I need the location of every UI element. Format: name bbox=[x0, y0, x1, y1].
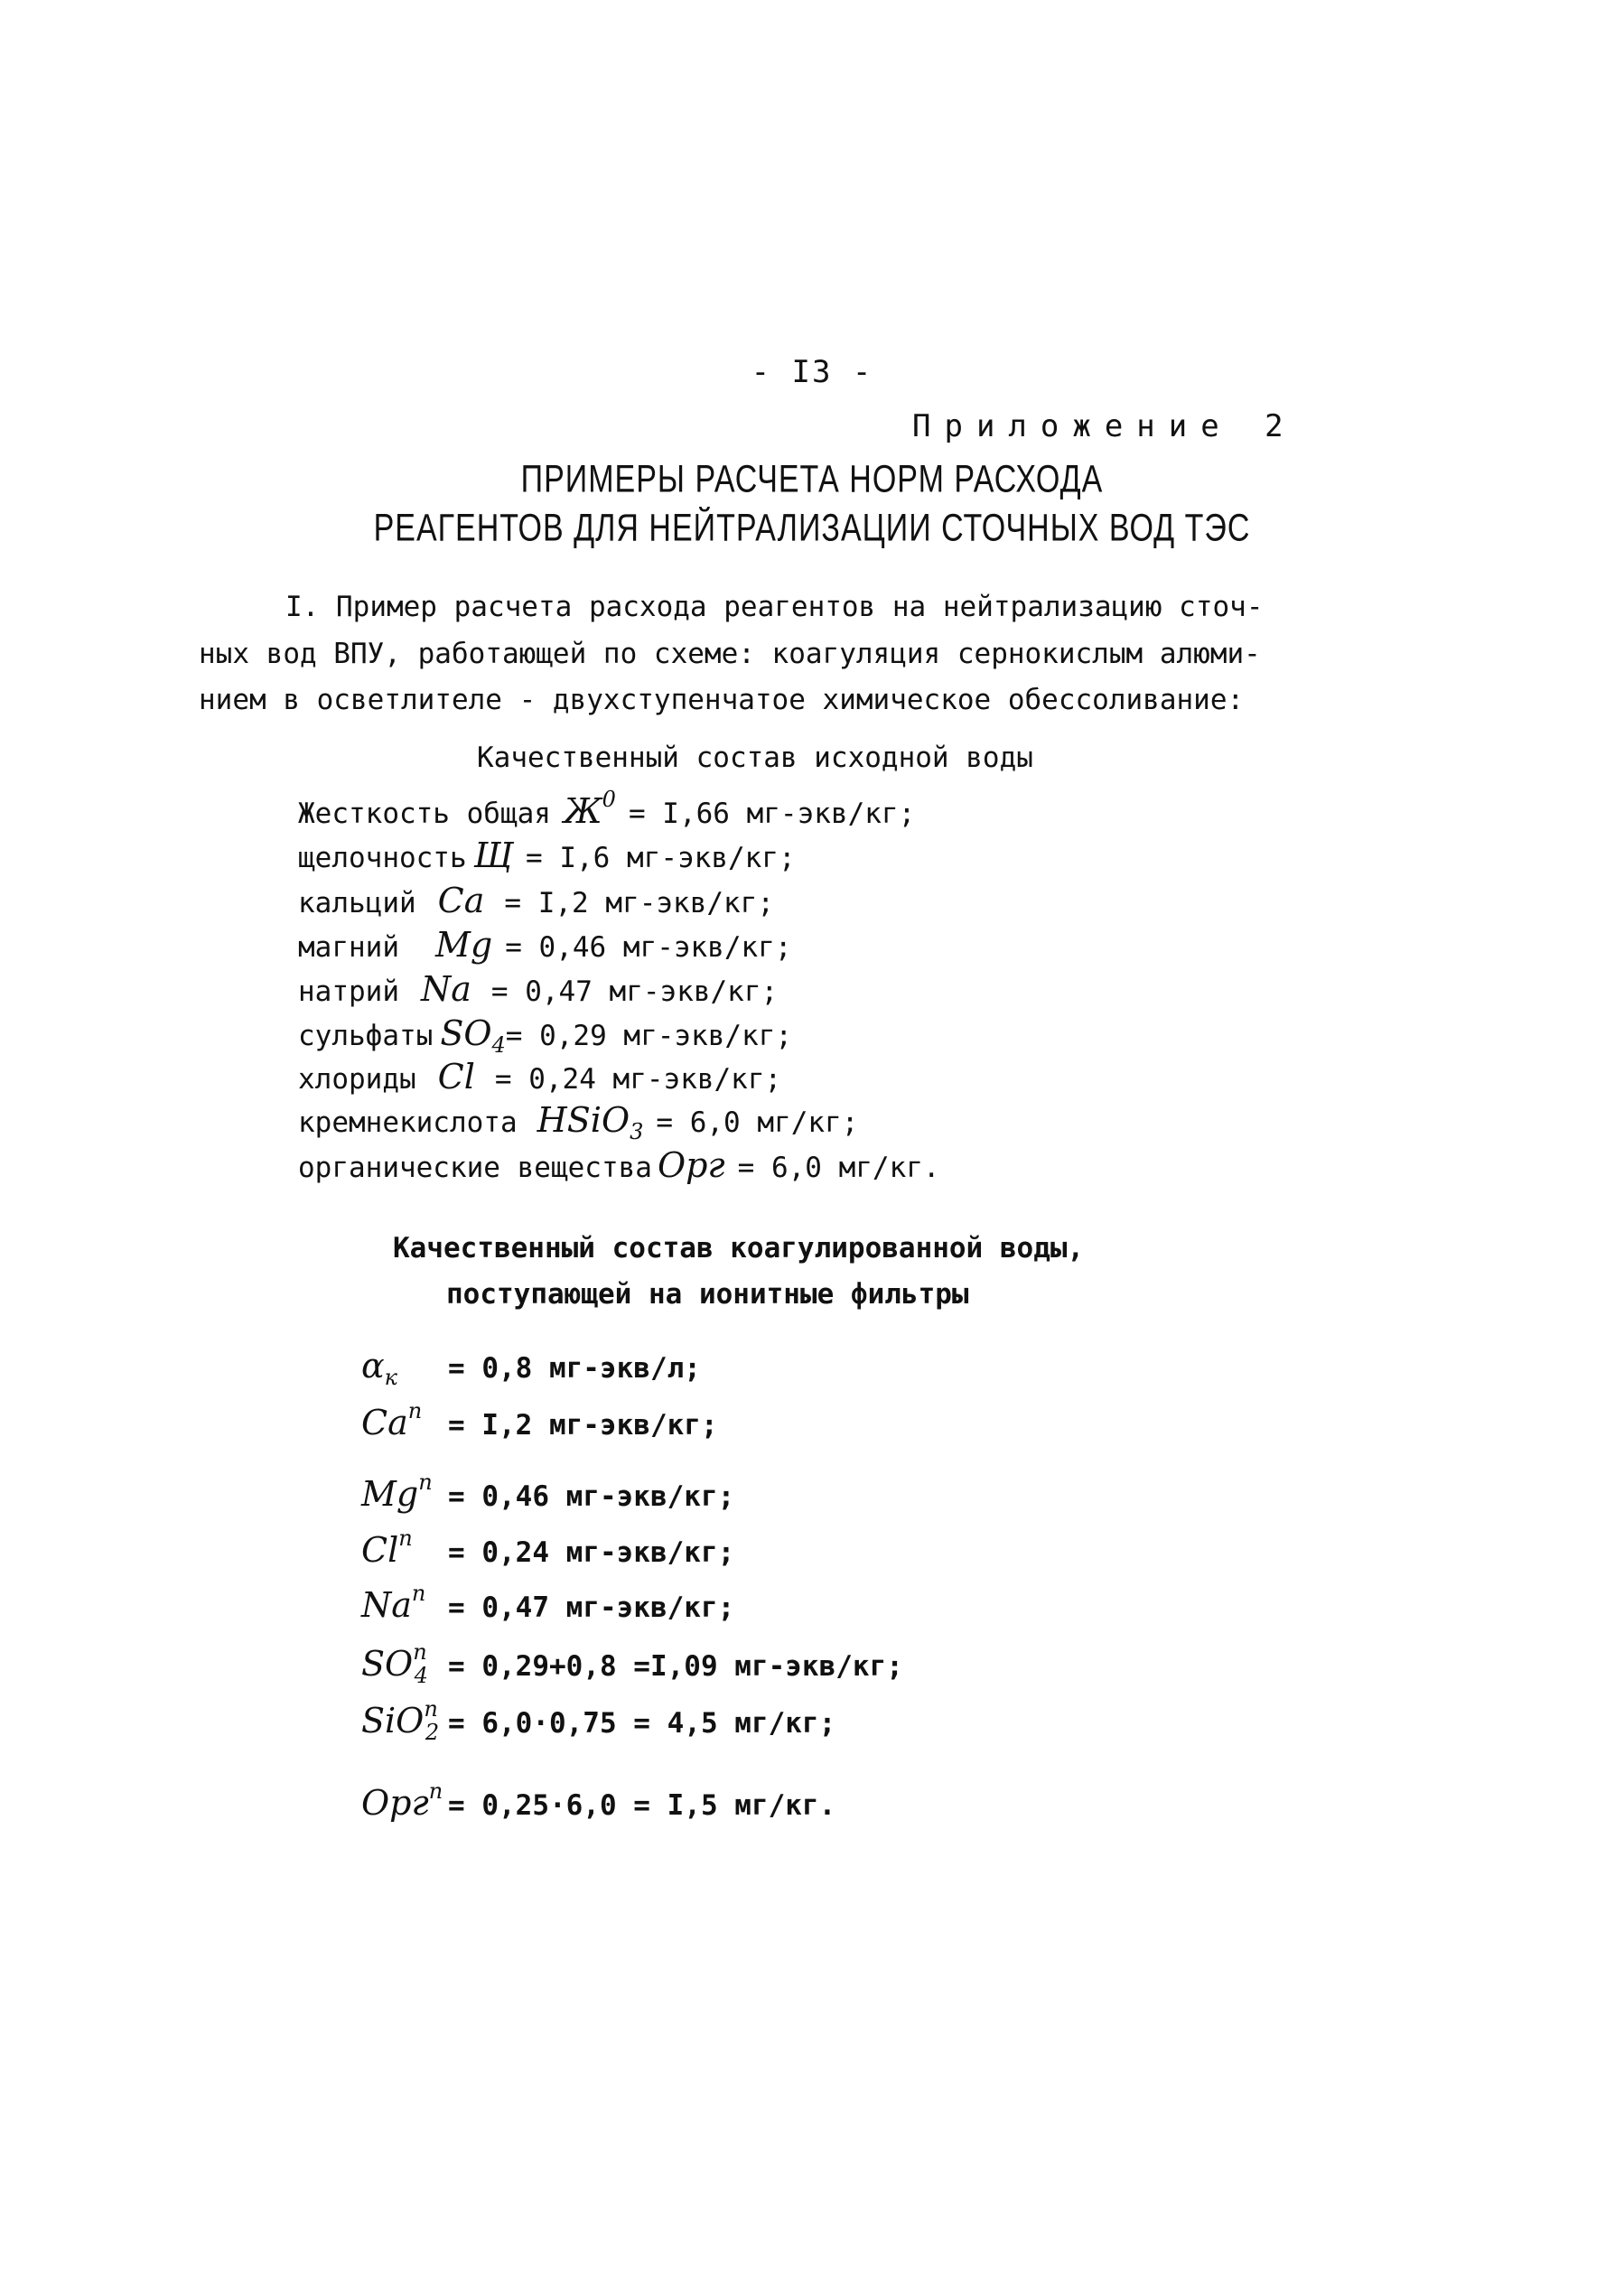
symbol: SiO$^п_2$ bbox=[361, 1696, 440, 1745]
coagulated-water-item: $Ca^п = I,2$ мг-экв/кг; bbox=[361, 1398, 718, 1442]
source-water-item: хлориды Cl = 0,24 мг-экв/кг; bbox=[298, 1057, 782, 1097]
symbol: $Na^п$ bbox=[361, 1581, 426, 1625]
source-water-item: органические вещества Орг = 6,0 мг/кг. bbox=[298, 1145, 940, 1185]
coagulated-water-item: $SO^п_4 = 0,29+0,8 =I,09$ мг-экв/кг; bbox=[361, 1639, 903, 1688]
symbol: $Cl^п$ bbox=[361, 1526, 413, 1570]
symbol: Na bbox=[420, 969, 471, 1009]
coagulated-water-heading-line-2: поступающей на ионитные фильтры bbox=[446, 1278, 969, 1311]
symbol: $Ж^0$ bbox=[563, 787, 616, 831]
coagulated-water-item: $Na^п = 0,47$ мг-экв/кг; bbox=[361, 1581, 735, 1625]
coagulated-water-item: Орг$^п$ = 0,25·6,0 = I,5 мг/кг. bbox=[361, 1778, 836, 1823]
symbol: $SO_4$ bbox=[440, 1013, 506, 1058]
source-water-item: натрий Na = 0,47 мг-экв/кг; bbox=[298, 969, 779, 1009]
symbol: $SO^п_4$ bbox=[361, 1639, 428, 1688]
source-water-item: Жесткость общая $Ж^0 = I,66$ мг-экв/кг; bbox=[298, 787, 916, 831]
symbol: Орг bbox=[657, 1145, 725, 1185]
coagulated-water-item: $\alpha_к = 0,8$ мг-экв/л; bbox=[361, 1346, 701, 1390]
source-water-item: магний Mg = 0,46 мг-экв/кг; bbox=[298, 925, 792, 965]
symbol: Щ bbox=[473, 835, 514, 875]
symbol: $Mg^п$ bbox=[361, 1470, 433, 1514]
coagulated-water-item: $Mg^п = 0,46$ мг-экв/кг; bbox=[361, 1470, 735, 1514]
source-water-heading: Качественный состав исходной воды bbox=[477, 742, 1033, 774]
example-paragraph-line-1: I. Пример расчета расхода реагентов на нейтрализацию сточ- bbox=[285, 591, 1264, 623]
source-water-item: щелочность Щ = I,6 мг-экв/кг; bbox=[298, 835, 796, 875]
symbol: HSiO$_3$ bbox=[537, 1100, 644, 1144]
symbol: $Ca^п$ bbox=[361, 1398, 423, 1442]
page-number: - I3 - bbox=[751, 354, 873, 390]
symbol: Орг$^п$ bbox=[361, 1778, 443, 1823]
symbol: $\alpha_к$ bbox=[361, 1346, 398, 1390]
coagulated-water-heading-line-1: Качественный состав коагулированной воды, bbox=[393, 1232, 1085, 1265]
example-paragraph-line-3: нием в осветлителе - двухступенчатое химическое обессоливание: bbox=[199, 684, 1245, 716]
symbol: Ca bbox=[437, 881, 485, 920]
source-water-item: сульфаты $SO_4= 0,29$ мг-экв/кг; bbox=[298, 1013, 793, 1058]
title-line-1: ПРИМЕРЫ РАСЧЕТА НОРМ РАСХОДА bbox=[520, 458, 1104, 501]
title-line-2: РЕАГЕНТОВ ДЛЯ НЕЙТРАЛИЗАЦИИ СТОЧНЫХ ВОД ТЭС bbox=[373, 507, 1251, 550]
appendix-label: Приложение 2 bbox=[912, 408, 1297, 444]
coagulated-water-item: $Cl^п = 0,24$ мг-экв/кг; bbox=[361, 1526, 735, 1570]
example-paragraph-line-2: ных вод ВПУ, работающей по схеме: коагуляция сернокислым алюми- bbox=[199, 638, 1261, 670]
symbol: Mg bbox=[434, 925, 493, 965]
coagulated-water-item: SiO$^п_2$ = 6,0·0,75 = 4,5 мг/кг; bbox=[361, 1696, 836, 1745]
symbol: Cl bbox=[437, 1057, 475, 1097]
source-water-item: кальций Ca = I,2 мг-экв/кг; bbox=[298, 881, 775, 920]
source-water-item: кремнекислота HSiO$_3$ = 6,0 мг/кг; bbox=[298, 1100, 859, 1144]
